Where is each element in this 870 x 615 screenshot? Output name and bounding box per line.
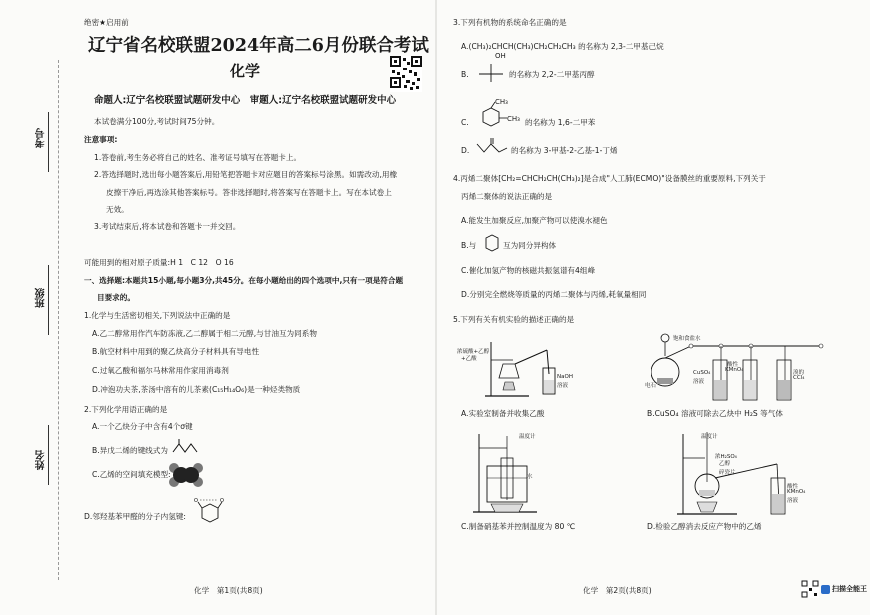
q4-stem: 4.丙烯二聚体[CH₂=CHCH₂CH(CH₃)₂]是合成"人工肺(ECMO)"设备膜丝的重要原料,下列关于 bbox=[453, 174, 766, 183]
q3-option-a[interactable]: A.(CH₃)₂CHCH(CH₃)CH₂CH₂CH₃ 的名称为 2,3-二甲基己烷 bbox=[461, 42, 664, 51]
q3-d-alkene-figure bbox=[475, 138, 509, 158]
q4-stem-cont: 丙烯二聚体的说法正确的是 bbox=[461, 192, 553, 201]
fig-a-label-4: 溶液 bbox=[557, 383, 569, 389]
fig-a-label-1: 浓硫酸+乙醇 bbox=[457, 349, 490, 355]
q5-caption-d: D.检验乙醇消去反应产物中的乙烯 bbox=[647, 522, 762, 531]
section1-heading: 一、选择题:本题共15小题,每小题3分,共45分。在每小题给出的四个选项中,只有一项是符合题 bbox=[84, 276, 404, 285]
scanner-qr-icon bbox=[801, 580, 819, 598]
fig-b-label-7: 溴的 bbox=[793, 370, 805, 376]
right-footer: 化学 第2页(共8页) bbox=[583, 586, 652, 595]
q3-option-d[interactable]: 的名称为 3-甲基-2-乙基-1-丁烯 bbox=[511, 146, 618, 155]
q1-option-b[interactable]: B.航空材料中用到的聚乙炔高分子材料具有导电性 bbox=[92, 347, 260, 356]
q2-option-d[interactable]: D.邻羟基苯甲醛的分子内氢键: bbox=[84, 512, 186, 521]
side-line-2 bbox=[48, 265, 50, 335]
q5-caption-c: C.制备硝基苯并控制温度为 80 ℃ bbox=[461, 522, 576, 531]
secret-mark: 绝密★启用前 bbox=[84, 18, 129, 27]
q1-stem: 1.化学与生活密切相关,下列说法中正确的是 bbox=[84, 311, 231, 320]
scanner-logo-icon bbox=[821, 585, 830, 594]
q3-option-b-letter[interactable]: B. bbox=[461, 70, 469, 79]
fig-d-label-4: 碎瓷片 bbox=[719, 470, 736, 476]
fig-a-label-3: NaOH bbox=[557, 374, 573, 380]
q3-option-b[interactable]: 的名称为 2,2-二甲基丙醇 bbox=[509, 70, 595, 79]
svg-text:O: O bbox=[220, 498, 224, 504]
notes-title: 注意事项: bbox=[84, 135, 118, 144]
fig-d-label-6: KMnO₄ bbox=[787, 489, 806, 495]
fig-b-label-6: KMnO₄ bbox=[725, 367, 744, 373]
note-3: 3.考试结束后,将本试卷和答题卡一并交回。 bbox=[94, 222, 241, 231]
side-line-3 bbox=[48, 425, 50, 485]
q3-option-d-letter[interactable]: D. bbox=[461, 146, 470, 155]
fig-d-label-2: 浓H₂SO₄ bbox=[715, 454, 737, 460]
note-1: 1.答卷前,考生务必将自己的姓名、准考证号填写在答题卡上。 bbox=[94, 153, 302, 162]
q2-stem: 2.下列化学用语正确的是 bbox=[84, 405, 168, 414]
q3-option-c-letter[interactable]: C. bbox=[461, 118, 469, 127]
apparatus-d-figure bbox=[667, 428, 807, 518]
right-page bbox=[437, 0, 870, 615]
fig-b-label-1: 饱和食盐水 bbox=[673, 336, 701, 342]
note-2: 2.答选择题时,选出每小题答案后,用铅笔把答题卡对应题目的答案标号涂黑。如需改动,用橡 bbox=[94, 170, 398, 179]
side-label-name: 姓名 bbox=[36, 450, 47, 470]
q4-option-d[interactable]: D.分别完全燃烧等质量的丙烯二聚体与丙烯,耗氧量相同 bbox=[461, 290, 647, 299]
atomic-masses: 可能用到的相对原子质量:H 1 C 12 O 16 bbox=[84, 258, 234, 267]
q3-option-c[interactable]: 的名称为 1,6-二甲苯 bbox=[525, 118, 596, 127]
binding-dash-line bbox=[58, 60, 59, 580]
left-footer: 化学 第1页(共8页) bbox=[194, 586, 263, 595]
intro-text: 本试卷满分100分,考试时间75分钟。 bbox=[94, 117, 220, 126]
q3-b-oh-label: OH bbox=[495, 52, 506, 60]
side-label-exam-number: 考号 bbox=[36, 128, 47, 148]
q4-option-b[interactable]: 互为同分异构体 bbox=[503, 241, 557, 250]
apparatus-c-figure bbox=[467, 428, 557, 516]
fig-c-label-2: 水 bbox=[527, 474, 533, 480]
fig-b-label-3: CuSO₄ bbox=[693, 370, 711, 376]
section1-heading-cont: 目要求的。 bbox=[97, 293, 135, 302]
q2-option-c[interactable]: C.乙烯的空间填充模型: bbox=[92, 470, 171, 479]
fig-d-label-1: 温度计 bbox=[701, 434, 718, 440]
fig-b-label-4: 溶液 bbox=[693, 379, 705, 385]
q1-option-a[interactable]: A.乙二醇常用作汽车防冻液,乙二醇属于相二元醇,与甘油互为同系物 bbox=[92, 329, 317, 338]
scanner-app-name: 扫描全能王 bbox=[832, 585, 867, 593]
fig-b-label-8: CCl₄ bbox=[793, 375, 805, 381]
scanner-badge bbox=[821, 584, 867, 594]
q3-c-ch3-top: CH₃ bbox=[495, 98, 508, 106]
q5-caption-a: A.实验室制备并收集乙酸 bbox=[461, 409, 545, 418]
authors-line: 命题人:辽宁名校联盟试题研发中心 审题人:辽宁名校联盟试题研发中心 bbox=[94, 95, 397, 106]
q1-option-d[interactable]: D.冲泡功夫茶,茶汤中溶有的儿茶素(C₁₅H₁₄O₆)是一种烃类物质 bbox=[92, 385, 301, 394]
subject-title: 化学 bbox=[230, 62, 261, 80]
note-2-cont: 皮擦干净后,再选涂其他答案标号。答非选择题时,将答案写在答题卡上。写在本试卷上 bbox=[106, 188, 392, 197]
q2-option-a[interactable]: A.一个乙炔分子中含有4个σ键 bbox=[92, 422, 193, 431]
q4-option-a[interactable]: A.能发生加聚反应,加聚产物可以使溴水褪色 bbox=[461, 216, 608, 225]
note-2-end: 无效。 bbox=[106, 205, 129, 214]
q5-caption-b: B.CuSO₄ 溶液可除去乙炔中 H₂S 等气体 bbox=[647, 409, 783, 418]
salicylaldehyde-figure bbox=[188, 496, 228, 530]
svg-text:O: O bbox=[194, 498, 198, 504]
ethylene-space-filling-figure bbox=[168, 462, 204, 488]
apparatus-a-figure bbox=[467, 334, 577, 400]
fig-d-label-7: 溶液 bbox=[787, 498, 799, 504]
isoprene-skeletal-figure bbox=[172, 438, 198, 458]
fig-a-label-2: +乙酸 bbox=[461, 356, 477, 362]
q3-c-ch3-side: CH₃ bbox=[507, 115, 520, 123]
cyclohexane-figure bbox=[481, 233, 503, 255]
q4-option-c[interactable]: C.催化加氢产物的核磁共振氢谱有4组峰 bbox=[461, 266, 596, 275]
fig-c-label-1: 温度计 bbox=[519, 434, 536, 440]
q1-option-c[interactable]: C.过氧乙酸和福尔马林常用作家用消毒剂 bbox=[92, 366, 229, 375]
fig-b-label-2: 电石 bbox=[645, 383, 657, 389]
q5-stem: 5.下列有关有机实验的描述正确的是 bbox=[453, 315, 575, 324]
side-label-class: 班级 bbox=[36, 288, 47, 308]
q2-option-b[interactable]: B.异戊二烯的键线式为 bbox=[92, 446, 168, 455]
side-line-1 bbox=[48, 112, 50, 172]
fig-d-label-5: 酸性 bbox=[787, 484, 799, 490]
exam-title: 辽宁省名校联盟2024年高二6月份联合考试 bbox=[88, 36, 429, 56]
fig-d-label-3: 乙醇 bbox=[719, 461, 731, 467]
qr-code-icon bbox=[390, 56, 422, 92]
fig-b-label-5: 酸性 bbox=[727, 362, 739, 368]
q4-option-b-prefix[interactable]: B.与 bbox=[461, 241, 477, 250]
q3-stem: 3.下列有机物的系统命名正确的是 bbox=[453, 18, 567, 27]
